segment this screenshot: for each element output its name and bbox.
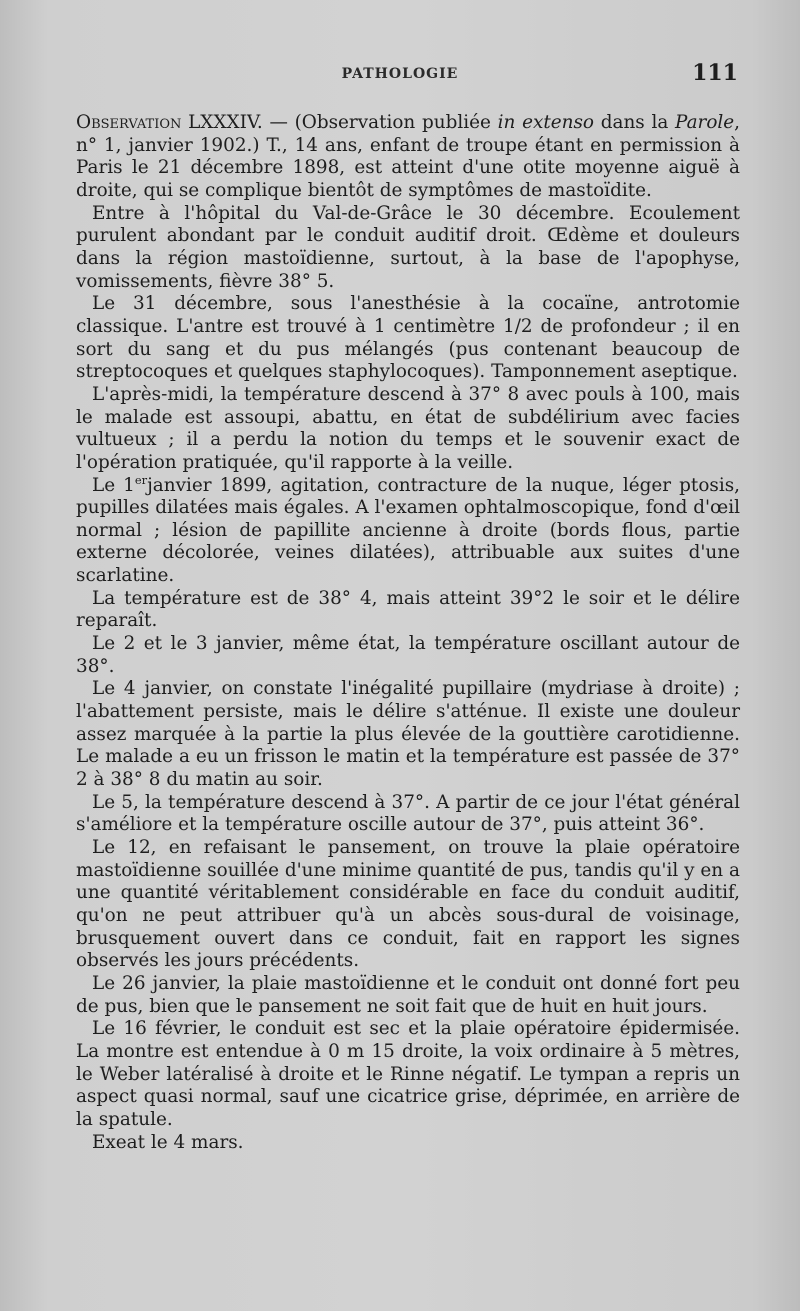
paragraph: Le 31 décembre, sous l'anesthésie à la cocaïne, antrotomie classique. L'antre est trouvé à 1 centimètre 1/2 de profondeur ; il en sort du sang et du pus mélangés (pus contenant beaucoup de streptocoques et quelques staphylocoques). Tamponnement aseptique. [76, 293, 740, 383]
paragraph: Entre à l'hôpital du Val-de-Grâce le 30 décembre. Ecoulement purulent abondant par le conduit auditif droit. Œdème et douleurs dans la région mastoïdienne, surtout, à la base de l'apophyse, vomissements, fièvre 38° 5. [76, 202, 740, 292]
observation-label: Observation [76, 112, 182, 133]
paragraph: Le 16 février, le conduit est sec et la plaie opératoire épidermisée. La montre est entendue à 0 m 15 droite, la voix ordinaire à 5 mètres, le Weber latéralisé à droite et le Rinne négatif. Le tympan a repris un aspect quasi normal, sauf une cicatrice grise, déprimée, en arrière de la spatule. [76, 1018, 740, 1130]
paragraph-exeat: Exeat le 4 mars. [92, 1131, 244, 1153]
paragraph: Le 26 janvier, la plaie mastoïdienne et le conduit ont donné fort peu de pus, bien que le pansement ne soit fait que de huit en huit jours. [76, 972, 740, 1017]
paragraph: Le 4 janvier, on constate l'inégalité pupillaire (mydriase à droite) ; l'abattement persiste, mais le délire s'atténue. Il existe une douleur assez marquée à la partie la plus élevée de la gouttière carotidienne. Le malade a eu un frisson le matin et la température est passée de 37° 2 à 38° 8 du matin au soir. [76, 678, 740, 791]
paragraph: Le 12, en refaisant le pansement, on trouve la plaie opératoire mastoïdienne souillée d'une minime quantité de pus, tandis qu'il y en a une quantité véritablement considérable en face du conduit auditif, qu'on ne peut attribuer qu'à un abcès sous-dural de voisinage, brusquement ouvert dans ce conduit, fait en rapport les signes observés les jours précédents. [76, 837, 740, 972]
paragraph: Le 5, la température descend à 37°. A partir de ce jour l'état général s'améliore et la température oscille autour de 37°, puis atteint 36°. [76, 791, 740, 836]
paragraph: La température est de 38° 4, mais atteint 39°2 le soir et le délire reparaît. [76, 587, 740, 632]
running-header: PATHOLOGIE [341, 66, 459, 82]
page-number: 111 [692, 60, 738, 86]
paragraph-observation: Observation LXXXIV. — (Observation publiée in extenso dans la Parole, n° 1, janvier 1902.) T., 14 ans, enfant de troupe étant en permission à Paris le 21 décembre 1898, est atteint d'une otite moyenne aiguë à droite, qui se complique bientôt de symptômes de mastoïdite. [76, 112, 741, 201]
paragraph: Le 1erjanvier 1899, agitation, contracture de la nuque, léger ptosis, pupilles dilatées mais égales. A l'examen ophtalmoscopique, fond d'œil normal ; lésion de papillite ancienne à droite (bords flous, partie externe décolorée, veines dilatées), attribuable aux suites d'une scarlatine. [76, 472, 740, 587]
body-text [76, 112, 740, 1154]
paragraph: Le 2 et le 3 janvier, même état, la température oscillant autour de 38°. [76, 633, 740, 677]
paragraph: L'après-midi, la température descend à 37° 8 avec pouls à 100, mais le malade est assoupi, abattu, en état de subdélirium avec facies vultueux ; il a perdu la notion du temps et le souvenir exact de l'opération pratiquée, qu'il rapporte à la veille. [76, 383, 740, 473]
